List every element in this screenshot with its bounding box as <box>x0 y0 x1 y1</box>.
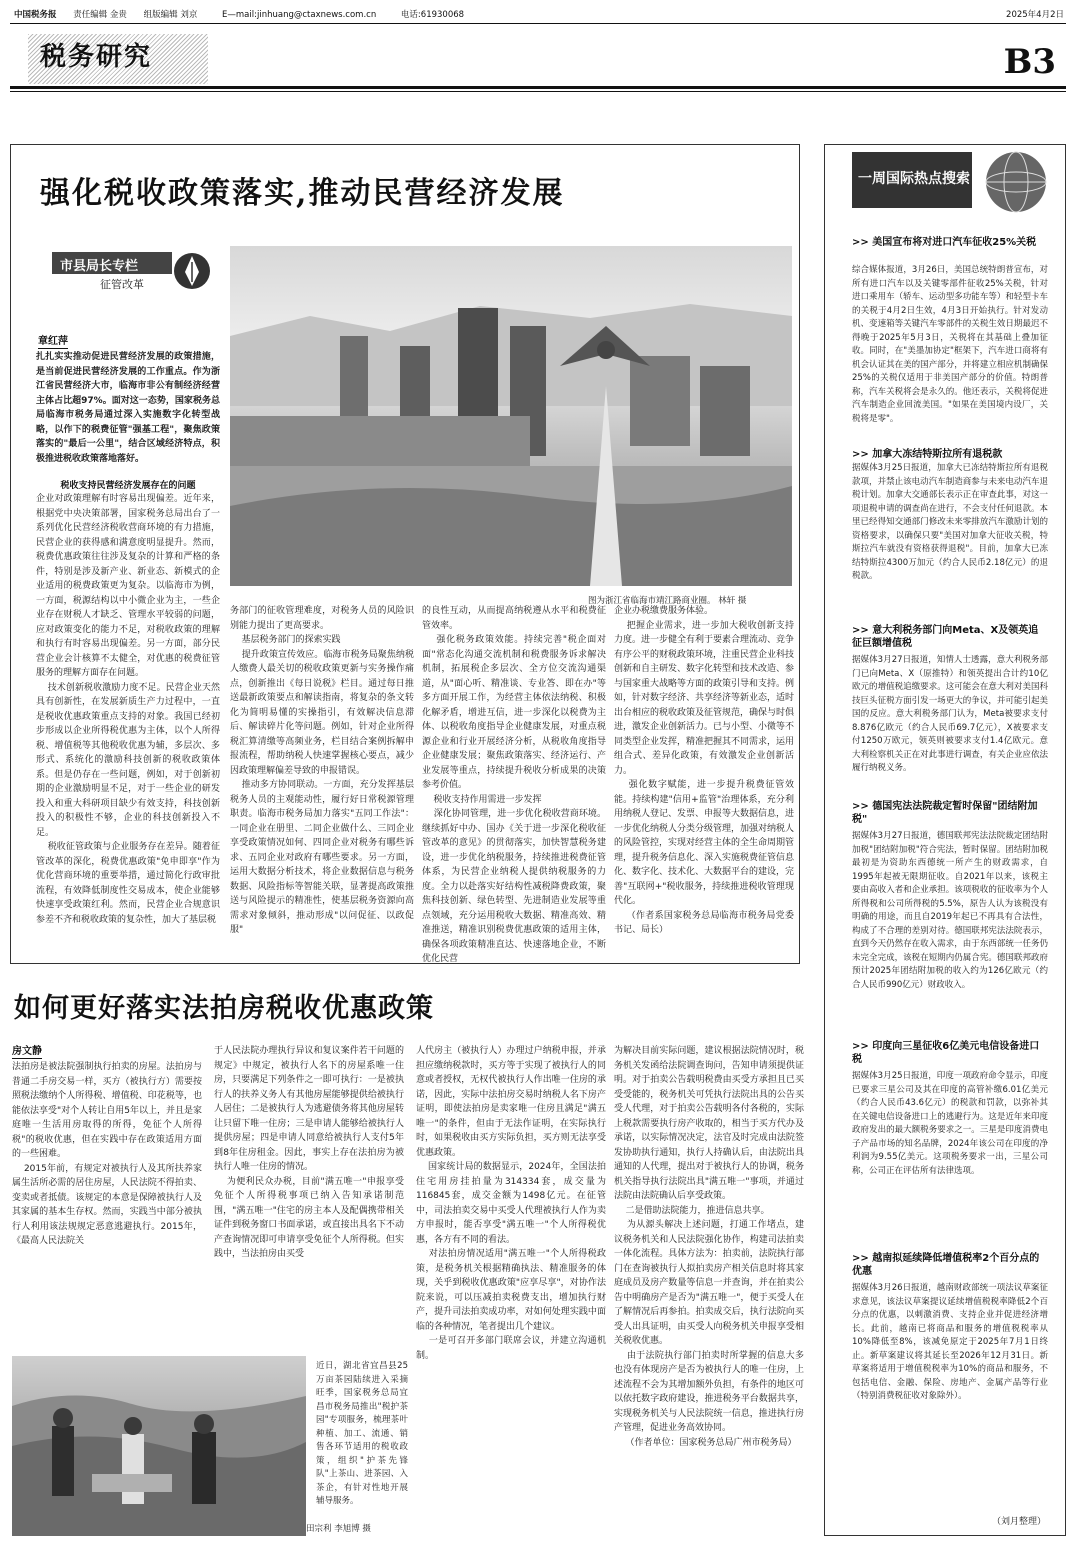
sidebar-item-body: 综合媒体报道，3月26日，美国总统特朗普宣布，对所有进口汽车以及关键零部件征收25%关税，针对进口乘用车（轿车、运动型多功能车等）和轻型卡车的关税于4月2日生效，4月3日开始执行。针对发动机、变速箱等关键汽车零部件的关税生效日期最迟不得晚于2025年5月3日，关税将在其基础上叠加征收。同时，在"美墨加协定"框架下，汽车进口商将有机会认证其在美的国产部分，并将建立相应机制确保25%的关税仅适用于非美国产部分的价值。特朗普称，汽车关税将会是永久的。他还表示，关税将促进汽车制造企业回流美国。"如果在美国境内设厂，关税将是零"。 <box>852 265 1048 424</box>
article2-col1: 法拍房是被法院强制执行拍卖的房屋。法拍房与普通二手房交易一样，买方（被执行方）需要按照税法缴纳个人所得税、增值税、印花税等，也能依法享受"对个人转让自用5年以上，并且是家庭唯一生活用房取得的所得，免征个人所得税"的税收优惠，但在实践中存在政策适用方面的一些困难。 2015年前，有规定对被执行人及其所扶养家属生活所必需的居住房屋，人民法院不得拍卖、变卖或者抵债。该规定的本意是保障被执行人及其家属的基本生存权。然而，实践当中部分被执行人利用该法规规定恶意逃避执行。2015年，《最高人民法院关 <box>12 1062 202 1246</box>
fountain-pen-icon <box>172 248 212 294</box>
sidebar-item-title: >> 德国宪法法院裁定暂时保留"团结附加税" <box>852 801 1038 825</box>
article2-col2: 于人民法院办理执行异议和复议案件若干问题的规定》中规定，被执行人名下的房屋系唯一住房，只要满足下列条件之一即可执行：一是被执行人的扶养义务人有其他房屋能够提供给被执行人居住；二是被执行人为逃避债务将其他房屋转让只留下唯一住房；三是申请人能够给被执行人提供房屋；四是申请人同意给被执行人支付5年到8年住房租金。因此，事实上存在法拍房为被执行人唯一住房的情况。 为便利民众办税，目前"满五唯一"申报享受免征个人所得税事项已纳入告知承诺制范围，"满五唯一"住宅的房主本人及配偶携带相关证件到税务窗口书面承诺，或直接出具名下不动产查询情况即可申请享受免征个人所得税。但实践中，当法拍房由买受 <box>214 1046 404 1259</box>
layout-credit: 组版编辑 刘京 <box>143 10 198 20</box>
sidebar-item-body: 据媒体3月27日报道，知情人士透露，意大利税务部门已向Meta、X（原推特）和领英提出合计约10亿欧元的增值税追缴要求。这可能会在意大利对美国科技巨头征税方面引发一场更大的争议，并可能引起美国的反应。意大利税务部门认为，Meta被要求支付8.876亿欧元（约合人民币69.7亿元），X被要求支付1250万欧元，领英则被要求支付1.4亿欧元。意大利检察机关正在对此事进行调查，有关企业应依法履行纳税义务。 <box>852 655 1048 773</box>
masthead-strip <box>14 8 1064 22</box>
article1-col1: 企业对政策理解有时容易出现偏差。近年来，根据党中央决策部署，国家税务总局出台了一系列优化民营经济税收营商环境的有力措施，民营企业的获得感和满意度明显提升。然而，税费优惠政策往往涉及复杂的计算和严格的条件，特别是涉及新产业、新业态、新模式的企业适用的税费政策更为复杂。以临海市为例，一方面，税源结构以中小微企业为主，一些企业存在财税人才缺乏、管理水平较弱的问题，应对政策变化的能力不足，对税收政策的理解和执行有时容易出现偏差。另一方面，部分民营企业会计核算不太健全，对优惠的税费征管服务的理解方面存在问题。 技术创新税收激励力度不足。民营企业天然具有创新性，在发展新质生产力过程中，一直是税收优惠政策重点支持的对象。我国已经初步形成以企业所得税优惠为主体，以个人所得税、增值税等其他税收优惠为辅，多层次、多形式、系统化的激励科技创新的税收政策体系。但是仍存在一些问题，例如，对于创新初期的企业激励明显不足，对于一些企业的研发投入和重大科研项目缺少有效支持，科技创新投入的积极性不够，企业的科技创新投入不足。 税收征管政策与企业服务存在差异。随着征管改革的深化，税费优惠政策"免申即享"作为优化营商环境的重要举措，通过简化行政审批流程，有效降低制度性交易成本，使企业能够快速享受政策红利。然而，民营企业合规意识参差不齐和税收政策的复杂性，加大了基层税 <box>36 494 220 925</box>
article1-photo-caption: 图为浙江省临海市靖江路商业圈。 林轩 摄 <box>588 596 747 606</box>
article2-author: 房文静 <box>12 1042 42 1059</box>
sidebar-banner-title: 一周国际热点搜索 <box>858 171 970 187</box>
article1-headline: 强化税收政策落实,推动民营经济发展 <box>40 176 565 211</box>
article2-photo <box>12 1356 306 1536</box>
globe-icon <box>968 148 1058 218</box>
email: E—mail:jinhuang@ctaxnews.com.cn <box>222 10 377 20</box>
sidebar-item-title: >> 印度向三星征收6亿美元电信设备进口税 <box>852 1041 1040 1065</box>
masthead-rule <box>10 23 1066 24</box>
article1-col3: 的良性互动，从而提高纳税遵从水平和税费征管效率。 强化税务政策效能。持续完善"税企面对面"常态化沟通交流机制和税费服务诉求解决机制，拓展税企多层次、全方位交流沟通渠道，从"面心听、精准谈、专业答、即在办"等多方面开展工作，为经营主体依法纳税、积极化解矛盾，增进互信，进一步深化以税费为主体、以税收角度指导企业健康发展，对重点税源企业和行业开展经济分析，从税收角度指导企业健康发展；聚焦政策落实、经济运行、产业发展等重点，持续提升税收分析成果的决策参考价值。 税收支持作用需进一步发挥 深化协同管理，进一步优化税收营商环境。继续抓好中办、国办《关于进一步深化税收征管改革的意见》的贯彻落实，加快智慧税务建设，进一步优化纳税服务，持续推进税费征管体系，为民营企业纳税人提供纳税服务的力度。全力以赴落实好结构性减税降费政策，聚焦科技创新、绿色转型、先进制造业发展等重点领域，充分运用税收大数据、精准高效、精准推送，精准识别税费优惠政策的适用主体，确保各项政策精准直达、快速落地企业，不断优化民营 <box>422 606 606 964</box>
article1-col2: 务部门的征收管理难度，对税务人员的风险识别能力提出了更高要求。 基层税务部门的探索实践 提升政策宣传效应。临海市税务局聚焦纳税人缴费人最关切的税收政策更新与实务操作痛点，创新推出《每日说税》栏目。通过每日推送最新政策要点和解读指南，将复杂的条文转化为简明易懂的实操指引，有效解决信息滞后、解读碎片化等问题。例如，针对企业所得税汇算清缴等高频业务，栏目结合案例拆解申报流程，帮助纳税人快速掌握核心要点，减少因政策理解偏差导致的申报错误。 推动多方协同联动。一方面，充分发挥基层税务人员的主观能动性，履行好日常税源管理职责。临海市税务局加力落实"五同工作法"：一同企业在册里、二同企业做什么、三同企业享受政策情况如何、四同企业对税务有哪些诉求、五同企业对政府有哪些要求。另一方面，运用大数据分析技术，将企业数据信息与税务数据、风险指标等智能关联，显著提高政策推送与风险提示的精准性，使基层税务资源向高需求对象倾斜，推动形成"以问促征、以政促服" <box>230 606 414 935</box>
column-badge-sub: 征管改革 <box>100 278 144 291</box>
tea-garden-photo-illustration <box>12 1356 306 1536</box>
article2-photo-credit: 田宗利 李旭博 摄 <box>306 1524 371 1534</box>
article2-headline: 如何更好落实法拍房税收优惠政策 <box>14 993 434 1024</box>
issue-date: 2025年4月2日 <box>1006 10 1064 20</box>
sidebar-item-body: 据媒体3月25日报道，印度一项政府命令显示，印度已要求三星公司及其在印度的高管补缴6.01亿美元（约合人民币43.6亿元）的税款和罚款，以弥补其在关键电信设备进口上的逃避行为。这是近年来印度政府发出的最大额税务要求之一。三星是印度消费电子产品市场的知名品牌，2024年该公司在印度的净利润为9.55亿美元。这项税务要求一出，三星公司称，公司正在评估所有法律选项。 <box>852 1071 1048 1176</box>
sidebar-item-body: 据媒体3月26日报道，越南财政部统一项法议草案征求意见，该法议草案提议延续增值税税率降低2个百分点的优惠，以刺激消费、支持企业并促进经济增长。此前，越南已将商品和服务的增值税税率从10%降低至8%，该减免原定于2025年7月1日终止。新草案建议将其延长至2026年12月31日。新草案将适用于增值税税率为10%的商品和服务，不包括电信、金融、保险、房地产、金属产品等行业（特别消费税征收对象除外）。 <box>852 1283 1048 1401</box>
phone: 电话:61930068 <box>400 10 465 20</box>
section-header <box>10 30 1066 92</box>
sidebar-item-body: 据媒体3月27日报道，德国联邦宪法法院裁定团结附加税"团结附加税"符合宪法，暂时保留。团结附加税最初是为资助东西德统一所产生的财政需求，自1995年起被无限期征收。自2021年以来，该税主要由高收入者和企业承担。该项税收的征收率为个人所得税和公司所得税的5.5%，原告人认为该税没有明确的用途，而且自2019年起已不再具有合法性，构成了不合理的差别对待。德国联邦宪法法院表示，直到今天仍然存在收入需求，由于东西部统一任务仍未完全完成，该税在短期内仍属合宪。德国联邦政府预计2025年团结附加税的收入约为126亿欧元（约合人民币990亿元）财政收入。 <box>852 831 1048 990</box>
section-rule-thin <box>10 91 1066 92</box>
article1-col4: 企业办税缴费服务体验。 把握企业需求，进一步加大税收创新支持力度。进一步健全有利于要素合理流动、竞争有序公平的财税政策环境，注重民营企业科技创新和自主研发、数字化转型和技术改造、参与国家重大战略等方面的政策引导和支持。例如，针对数字经济、共享经济等新业态，适时出台相应的税收政策及征管规范，确保与时俱进，激发企业创新活力。已与小型、小微等不同类型企业发挥，精准把握其不同需求，运用组合式、差异化政策，有效激发企业创新活力。 强化数字赋能，进一步提升税费征管效能。持续构建"信用+监管"治理体系，充分利用纳税人登记、发票、申报等大数据信息，进一步优化纳税人分类分级管理，加强对纳税人的风险管控，实现对经营主体的全生命周期管理，提升税务信息化、深入实施税费征管信息化、数字化、技术化、大数据平台的建设，完善"互联网+"税收服务，持续推进税收管理现代化。 （作者系国家税务总局临海市税务局党委书记、局长） <box>614 606 795 935</box>
editor-credit: 责任编辑 金贵 <box>73 10 127 20</box>
article1-lead: 扎扎实实推动促进民营经济发展的政策措施，是当前促进民营经济发展的工作重点。作为浙江省民营经济大市，临海市非公有制经济经营主体占比超97%。面对这一态势，国家税务总局临海市税务局通过深入实施数字化转型战略，以作下的税费征管"强基工程"，聚焦政策落实的"最后一公里"，结合区域经济特点，积极推进税收政策落地落好。 <box>36 352 220 464</box>
article1-author: 章红萍 <box>38 332 68 349</box>
article2-photo-caption: 近日，湖北省宜昌县25万亩茶园陆续进入采摘旺季，国家税务总局宜昌市税务局推出"税护茶园"专项服务，梳理茶叶种植、加工、流通、销售各环节适用的税收政策，组织"护茶先锋队"上茶山、进茶园、入茶企，有针对性地开展辅导服务。 <box>316 1361 408 1506</box>
article1-subhead-1: 税收支持民营经济发展存在的问题 <box>60 481 196 491</box>
sidebar-banner <box>852 152 972 208</box>
article2-col3: 人代房主（被执行人）办理过户纳税申报，并承担应缴纳税款时，买方等于实现了被执行人的同意或者授权，无权代被执行人作出唯一住房的承诺，因此，实际中法拍房交易时纳税人名下房产证明，即使法拍房是卖家唯一住房且满足"满五唯一"的条件，但由于无法作证明，在实际执行时，如果税收由买方实际负担，买方则无法享受优惠政策。 国家统计局的数据显示，2024年，全国法拍住宅用房挂拍量为314334套，成交量为116845套，成交金额为1498亿元。在征管中，司法拍卖交易中买受人代理被执行人作为卖方申报时，能否享受"满五唯一"个人所得税优惠，各方有不同的看法。 对法拍房情况适用"满五唯一"个人所得税政策，是税务机关根据精确执法、精准服务的体现，关乎到税收优惠政策"应享尽享"，对协作法院来说，可以压减拍卖税费支出，增加执行财产，提升司法拍卖成功率，对如何处理实践中面临的各种情况，笔者提出几个建议。 一是可召开多部门联席会议，并建立沟通机制。 <box>416 1046 606 1361</box>
city-photo-illustration <box>230 246 792 586</box>
section-title: 税务研究 <box>40 42 153 72</box>
section-rule-thick <box>10 86 1066 89</box>
sidebar-item-title: >> 越南拟延续降低增值税率2个百分点的优惠 <box>852 1253 1040 1277</box>
sidebar-item-title: >> 加拿大冻结特斯拉所有退税款 <box>852 449 1003 460</box>
sidebar-item-body: 据媒体3月25日报道，加拿大已冻结特斯拉所有退税款项，并禁止该电动汽车制造商参与未来电动汽车退税计划。加拿大交通部长表示正在审查此事，对这一项退税申请的调查尚在进行，不会支付任何退款。本里已经得知交通部门修改未来零排放汽车激励计划的资格要求，以确保只要"美国对加拿大征收关税，特斯拉汽车就没有资格获得退税"。目前，加拿大已冻结特斯拉4300万加元（约合人民币2.18亿元）的退税款。 <box>852 463 1048 581</box>
sidebar-item-title: >> 美国宣布将对进口汽车征收25%关税 <box>852 237 1037 248</box>
paper-name: 中国税务报 <box>14 10 57 20</box>
page-number: B3 <box>1003 42 1056 82</box>
sidebar-item-title: >> 意大利税务部门向Meta、X及领英追征巨额增值税 <box>852 625 1039 649</box>
column-badge <box>52 252 212 294</box>
article2-col4: 为解决目前实际问题，建议根据法院情况时，税务机关发函给法院调查询问，告知申请须提供证明。对于拍卖公告载明税费由买受方承担且已买受受能的，税务机关可凭执行法院出具的公告买受人代理，对于拍卖公告载明各付各税的，实际上税款需要执行房产收取的，相当于买方代办及承诺，以实际情况决定，法官及时完成由法院签发协助执行通知，执行人持确认后，由法院出具通知的人代理，提出对于被执行人的协调，税务机关指导执行法院出具"满五唯一"事项，并通过法院由法院确认后享受政策。 二是借助法院能力，推进信息共享。 为从源头解决上述问题，打通工作堵点，建议税务机关和人民法院强化协作，构建司法拍卖一体化流程。具体方法为：拍卖前，法院执行部门在查询被执行人拟拍卖房产相关信息时将其家庭成员及房产数量等信息一并查询，并在拍卖公告中明确房产是否为"满五唯一"，便于买受人在了解情况后再参拍。拍卖成交后，执行法院向买受人出具证明，由买受人向税务机关申报享受相关税收优惠。 由于法院执行部门拍卖时所掌握的信息大多也没有体现房产是否为被执行人的唯一住房，上述流程不会为其增加额外负担，有条件的地区可以依托数字政府建设，推进税务平台数据共享，实现税务机关与人民法院统一信息，推进执行房产管理，促进业务高效协同。 （作者单位：国家税务总局广州市税务局） <box>614 1046 804 1448</box>
sidebar-credit: （刘月整理） <box>992 1517 1047 1527</box>
column-badge-title: 市县局长专栏 <box>60 259 139 274</box>
article1-photo <box>230 246 792 586</box>
